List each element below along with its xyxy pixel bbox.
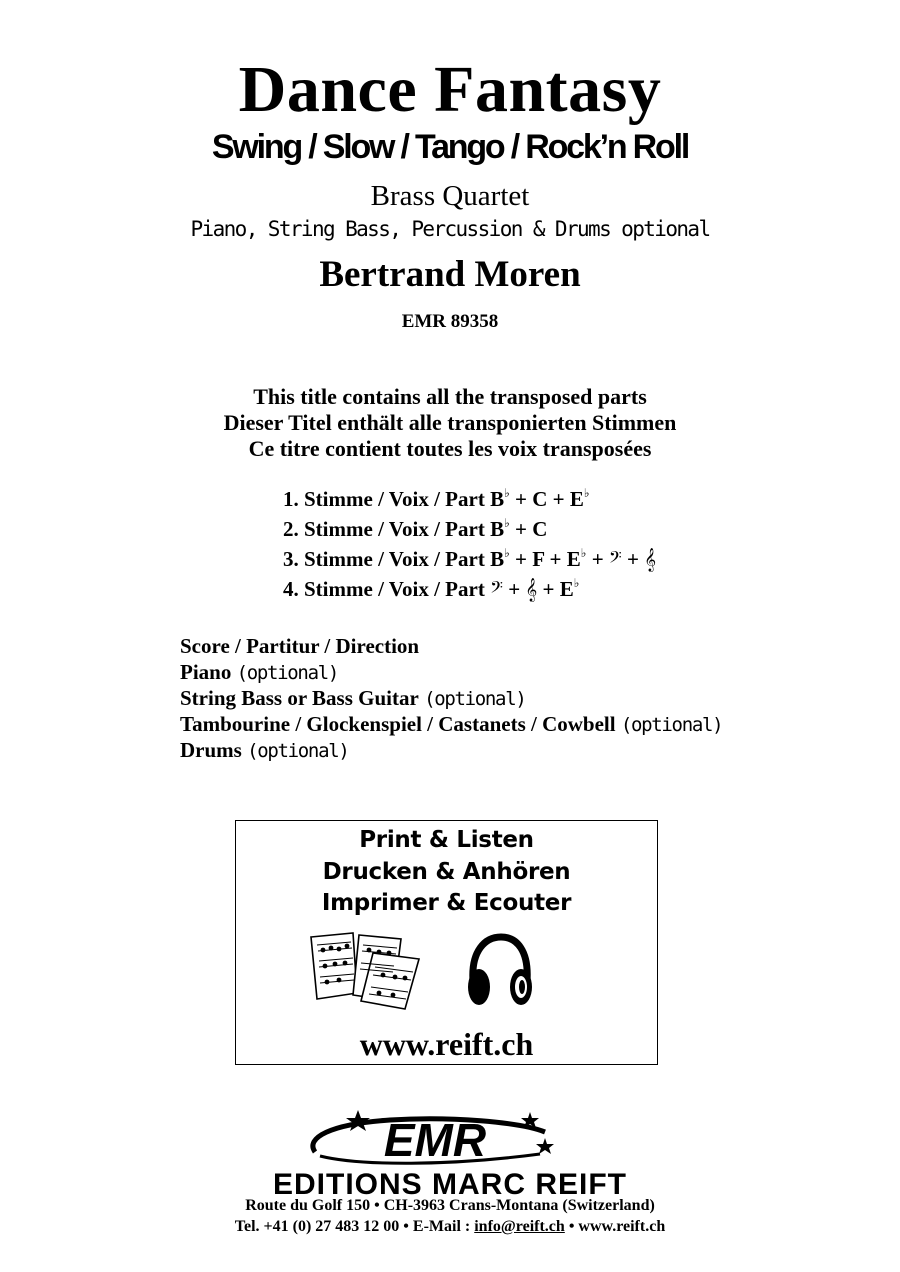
emr-logo: [300, 1108, 570, 1170]
transposition-notes: [0, 384, 900, 462]
note-en: This title contains all the transposed parts: [253, 384, 647, 409]
note-fr: Ce titre contient toutes les voix transposées: [248, 436, 652, 461]
score-item: Score / Partitur / Direction: [180, 634, 420, 658]
promo-line-de: Drucken & Anhören: [322, 859, 571, 885]
ensemble: Brass Quartet: [370, 180, 530, 212]
bass-clef-icon: 𝄢: [608, 547, 622, 571]
contact-tel: Tel. +41 (0) 27 483 12 00 • E-Mail :: [234, 1218, 475, 1235]
emr-logo-text: EMR: [383, 1114, 487, 1166]
contact-email[interactable]: info@reift.ch: [474, 1218, 565, 1235]
part-3: 3. Stimme / Voix / Part B♭ + F + E♭ + 𝄢 + 𝄞: [283, 546, 657, 571]
contact-web[interactable]: • www.reift.ch: [564, 1218, 666, 1235]
part-1: 1. Stimme / Voix / Part B♭ + C + E♭: [283, 486, 590, 511]
subtitle-styles: Swing / Slow / Tango / Rock’n Roll: [211, 128, 689, 166]
sheet-music-icon: [309, 931, 421, 1011]
part-4: 4. Stimme / Voix / Part 𝄢 + 𝄞 + E♭: [283, 576, 580, 601]
website-url[interactable]: www.reift.ch: [359, 1026, 534, 1062]
print-listen-box: [235, 820, 658, 1065]
string-bass-item: String Bass or Bass Guitar (optional): [180, 686, 526, 710]
percussion-item: Tambourine / Glockenspiel / Castanets / Cowbell (optional): [180, 712, 723, 736]
piano-item: Piano (optional): [180, 660, 338, 684]
title: Dance Fantasy: [238, 53, 662, 126]
bass-clef-icon: 𝄢: [490, 577, 503, 601]
part-2: 2. Stimme / Voix / Part B♭ + C: [283, 516, 548, 541]
catalog-number: EMR 89358: [401, 311, 499, 332]
promo-line-fr: Imprimer & Ecouter: [321, 890, 572, 916]
treble-clef-icon: 𝄞: [525, 577, 538, 601]
note-de: Dieser Titel enthält alle transponierten Stimmen: [223, 410, 677, 435]
publisher-address: Route du Golf 150 • CH-3963 Crans-Montana (Switzerland): [245, 1197, 655, 1214]
treble-clef-icon: 𝄞: [644, 547, 657, 571]
parts-list: [283, 484, 656, 604]
publisher-name: EDITIONS MARC REIFT: [273, 1168, 627, 1201]
optional-instruments: Piano, String Bass, Percussion & Drums optional: [190, 217, 710, 241]
promo-line-en: Print & Listen: [359, 827, 534, 853]
drums-item: Drums (optional): [180, 738, 349, 762]
composer: Bertrand Moren: [319, 254, 581, 295]
score-list: [180, 633, 722, 763]
headphones-icon: [465, 933, 535, 1011]
publisher-contact: [0, 1218, 900, 1236]
